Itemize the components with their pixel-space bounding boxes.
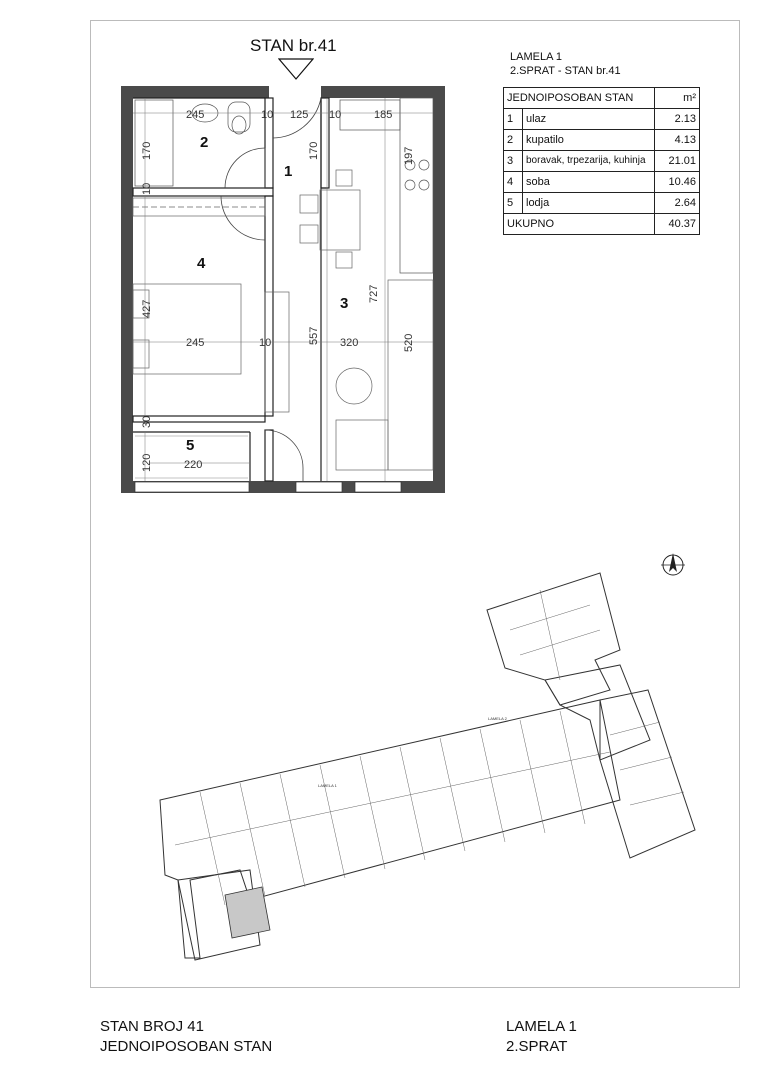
room-label: 1	[284, 163, 293, 180]
unit-label: m²	[655, 88, 700, 109]
dim-label: 10	[259, 337, 272, 349]
lamela-label: LAMELA 1	[510, 51, 562, 63]
dim-label: 10	[261, 109, 274, 121]
highlighted-apartment	[225, 887, 270, 938]
room-label: 2	[200, 134, 209, 151]
total-label: UKUPNO	[504, 214, 655, 235]
apartment-type: JEDNOIPOSOBAN STAN	[100, 1038, 273, 1055]
dim-label: 320	[340, 337, 359, 349]
dim-label: 30	[141, 415, 153, 428]
dim-label: 125	[290, 109, 309, 121]
floor-unit-label: 2.SPRAT - STAN br.41	[510, 65, 621, 77]
dim-label: 170	[141, 141, 153, 160]
table-row: 5 lodja 2.64	[504, 193, 700, 214]
lamela-label: LAMELA 1	[318, 783, 337, 788]
dim-label: 185	[374, 109, 393, 121]
dim-label: 120	[141, 453, 153, 472]
dim-label: 557	[308, 326, 320, 345]
plan-title: STAN br.41	[250, 36, 337, 55]
table-row: 3 boravak, trpezarija, kuhinja 21.01	[504, 151, 700, 172]
dim-label: 170	[308, 141, 320, 160]
table-row: 1 ulaz 2.13	[504, 109, 700, 130]
dim-label: 10	[141, 182, 153, 195]
room-label: 4	[197, 255, 206, 272]
lamela-label: LAMELA 1	[506, 1018, 577, 1035]
room-label: 5	[186, 437, 195, 454]
dim-label: 10	[329, 109, 342, 121]
dim-label: 427	[141, 299, 153, 318]
table-row: 2 kupatilo 4.13	[504, 130, 700, 151]
dim-label: 520	[403, 333, 415, 352]
apartment-type: JEDNOIPOSOBAN STAN	[504, 88, 655, 109]
dim-label: 245	[186, 109, 205, 121]
dim-label: 245	[186, 337, 205, 349]
apartment-number: STAN BROJ 41	[100, 1018, 204, 1035]
dim-label: 220	[184, 459, 203, 471]
floor-label: 2.SPRAT	[506, 1038, 568, 1055]
room-label: 3	[340, 295, 349, 312]
dim-label: 727	[368, 284, 380, 303]
footer-right	[506, 1017, 577, 1057]
dim-label: 197	[403, 146, 415, 165]
lamela-label: LAMELA 2	[488, 716, 507, 721]
table-row: 4 soba 10.46	[504, 172, 700, 193]
total-value: 40.37	[655, 214, 700, 235]
footer-left	[100, 1017, 272, 1057]
